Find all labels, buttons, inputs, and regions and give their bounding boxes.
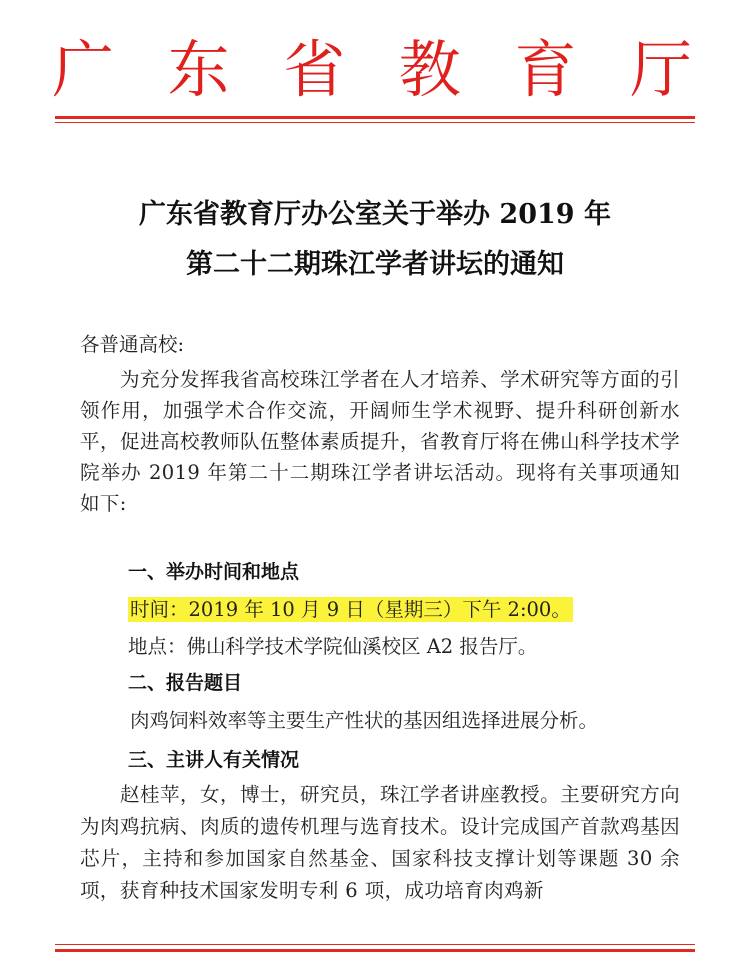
event-time-highlight: 时间：2019 年 10 月 9 日（星期三）下午 2:00。 [130, 598, 571, 621]
intro-paragraph: 为充分发挥我省高校珠江学者在人才培养、学术研究等方面的引领作用，加强学术合作交流，开阔师生学术视野、提升科研创新水平，促进高校教师队伍整体素质提升，省教育厅将在佛山科学技术学院举办 2019 年第二十二期珠江学者讲坛活动。现将有关事项通知如下: [80, 368, 680, 515]
letterhead-char: 东 [167, 33, 230, 106]
report-topic: 肉鸡饲料效率等主要生产性状的基因组选择进展分析。 [130, 709, 599, 732]
doc-title-line2: 第二十二期珠江学者讲坛的通知 [186, 249, 564, 280]
letterhead [52, 30, 692, 110]
letterhead-char: 育 [514, 33, 577, 106]
section3-heading: 三、主讲人有关情况 [128, 749, 300, 771]
footer-rule-thin [55, 944, 695, 945]
section2-heading: 二、报告题目 [128, 672, 243, 694]
letterhead-char: 省 [283, 33, 346, 106]
header-rule-thin [55, 122, 695, 123]
event-place-line: 地点：佛山科学技术学院仙溪校区 A2 报告厅。 [128, 635, 538, 658]
salutation: 各普通高校: [80, 333, 185, 356]
footer-rule-thick [55, 949, 695, 952]
letterhead-char: 厅 [629, 33, 692, 106]
letterhead-char: 教 [398, 33, 461, 106]
event-time-line [128, 594, 573, 622]
speaker-bio: 赵桂苹，女，博士，研究员，珠江学者讲座教授。主要研究方向为肉鸡抗病、肉质的遗传机理与选育技术。设计完成国产首款鸡基因芯片，主持和参加国家自然基金、国家科技支撑计划等课题 30 余项，获育种技术国家发明专利 6 项，成功培育肉鸡新 [80, 783, 680, 902]
header-rule-thick [55, 116, 695, 119]
letterhead-char: 广 [52, 33, 115, 106]
section1-heading: 一、举办时间和地点 [128, 561, 300, 583]
doc-title-line1: 广东省教育厅办公室关于举办 2019 年 [139, 199, 611, 230]
